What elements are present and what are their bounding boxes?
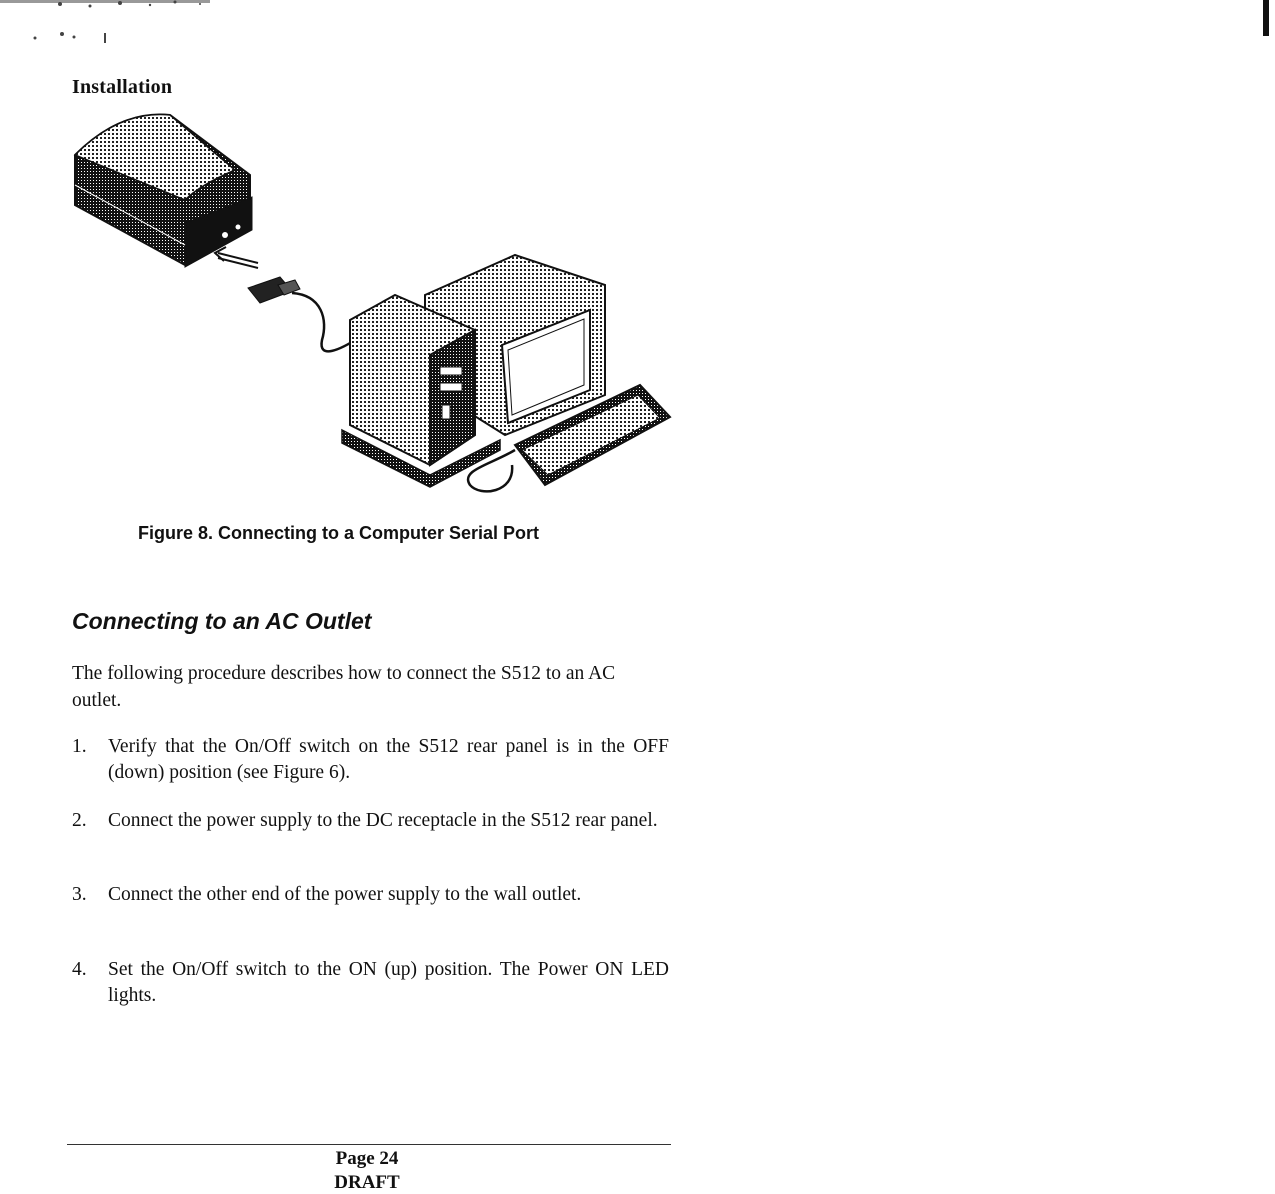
step-text: Connect the other end of the power supply to the wall outlet. — [108, 884, 582, 905]
section-heading: Connecting to an AC Outlet — [72, 608, 372, 634]
serial-connector-icon — [248, 277, 300, 303]
step-number: 4. — [72, 959, 87, 980]
step-text: Connect the power supply to the DC receptacle in the S512 rear panel. — [108, 810, 658, 831]
section-label: Installation — [72, 76, 173, 98]
modem-computer-illustration — [60, 105, 680, 500]
step-text: Set the On/Off switch to the ON (up) position. The Power ON LED lights. — [108, 959, 669, 1006]
step-number: 1. — [72, 736, 87, 757]
step-number: 3. — [72, 884, 87, 905]
intro-paragraph: The following procedure describes how to connect the S512 to an AC outlet. — [72, 663, 616, 711]
page-number: Page 24 — [335, 1148, 399, 1169]
arrow-icon — [215, 247, 258, 268]
figure-caption: Figure 8. Connecting to a Computer Serial Port — [138, 523, 540, 543]
footer-divider — [67, 1144, 671, 1145]
scan-edge-mark — [1263, 0, 1269, 36]
step-number: 2. — [72, 810, 87, 831]
step-text: Verify that the On/Off switch on the S512 rear panel is in the OFF (down) position (see Figure 6). — [108, 736, 669, 783]
modem-icon — [75, 115, 252, 268]
scan-speckle-artifact — [0, 0, 230, 50]
draft-label: DRAFT — [334, 1172, 400, 1193]
